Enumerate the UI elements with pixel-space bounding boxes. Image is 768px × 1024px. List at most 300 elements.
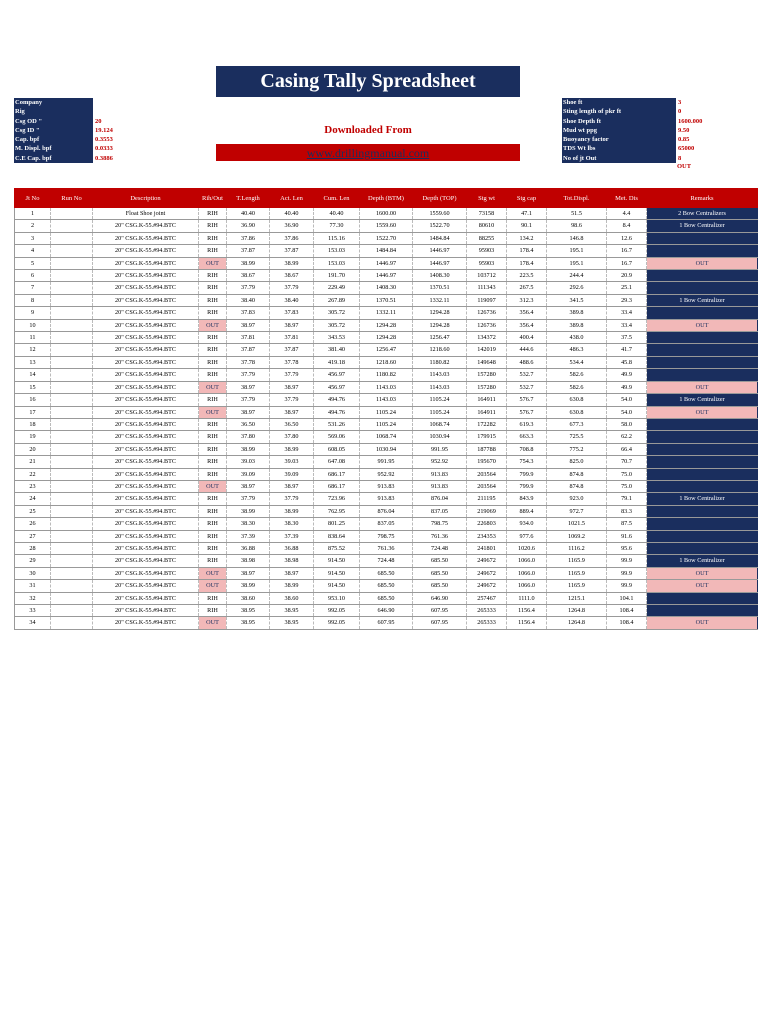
cell-t-length[interactable]: 37.87 — [227, 344, 270, 356]
cell-depth-btm[interactable]: 1408.30 — [360, 282, 413, 294]
cell-run-no[interactable] — [51, 394, 93, 406]
col-header-run-no[interactable]: Run No — [51, 189, 93, 208]
cell-remarks[interactable]: OUT — [647, 381, 758, 393]
cell-tot-displ[interactable]: 341.5 — [547, 294, 607, 306]
cell-jt-no[interactable]: 10 — [15, 319, 51, 331]
cell-jt-no[interactable]: 8 — [15, 294, 51, 306]
table-row[interactable] — [15, 344, 758, 356]
cell-stg-wt[interactable]: 119097 — [467, 294, 507, 306]
cell-stg-wt[interactable]: 265333 — [467, 605, 507, 617]
cell-run-no[interactable] — [51, 555, 93, 567]
cell-run-no[interactable] — [51, 232, 93, 244]
cell-description[interactable]: 20" CSG.K-55.#94.BTC — [93, 257, 199, 269]
cell-met-dis[interactable]: 8.4 — [607, 220, 647, 232]
info-value[interactable] — [93, 107, 95, 116]
cell-depth-btm[interactable]: 1143.03 — [360, 381, 413, 393]
col-header-remarks[interactable]: Remarks — [647, 189, 758, 208]
cell-tot-displ[interactable]: 874.8 — [547, 468, 607, 480]
cell-description[interactable]: 20" CSG.K-55.#94.BTC — [93, 555, 199, 567]
cell-met-dis[interactable]: 58.0 — [607, 418, 647, 430]
cell-tot-displ[interactable]: 1264.8 — [547, 617, 607, 629]
cell-run-no[interactable] — [51, 245, 93, 257]
cell-jt-no[interactable]: 26 — [15, 518, 51, 530]
cell-tot-displ[interactable]: 292.6 — [547, 282, 607, 294]
table-row[interactable] — [15, 394, 758, 406]
cell-depth-top[interactable]: 685.50 — [413, 580, 467, 592]
table-row[interactable] — [15, 518, 758, 530]
cell-description[interactable]: 20" CSG.K-55.#94.BTC — [93, 406, 199, 418]
cell-jt-no[interactable]: 27 — [15, 530, 51, 542]
cell-run-no[interactable] — [51, 605, 93, 617]
cell-stg-cap[interactable]: 754.3 — [507, 456, 547, 468]
cell-jt-no[interactable]: 34 — [15, 617, 51, 629]
cell-act-len[interactable]: 39.03 — [270, 456, 314, 468]
cell-act-len[interactable]: 38.99 — [270, 443, 314, 455]
cell-met-dis[interactable]: 99.9 — [607, 580, 647, 592]
cell-description[interactable]: 20" CSG.K-55.#94.BTC — [93, 245, 199, 257]
cell-stg-wt[interactable]: 134372 — [467, 332, 507, 344]
cell-depth-btm[interactable]: 1559.60 — [360, 220, 413, 232]
cell-run-no[interactable] — [51, 356, 93, 368]
cell-depth-btm[interactable]: 876.04 — [360, 505, 413, 517]
cell-t-length[interactable]: 38.60 — [227, 592, 270, 604]
cell-cum-len[interactable]: 762.95 — [314, 505, 360, 517]
table-row[interactable] — [15, 468, 758, 480]
cell-depth-btm[interactable]: 952.92 — [360, 468, 413, 480]
cell-run-no[interactable] — [51, 480, 93, 492]
cell-stg-cap[interactable]: 977.6 — [507, 530, 547, 542]
cell-t-length[interactable]: 38.99 — [227, 580, 270, 592]
cell-run-no[interactable] — [51, 580, 93, 592]
cell-stg-cap[interactable]: 312.3 — [507, 294, 547, 306]
cell-stg-wt[interactable]: 187788 — [467, 443, 507, 455]
cell-met-dis[interactable]: 54.0 — [607, 406, 647, 418]
cell-remarks[interactable]: 1 Bow Centralizer — [647, 294, 758, 306]
cell-depth-btm[interactable]: 1370.51 — [360, 294, 413, 306]
cell-cum-len[interactable]: 647.08 — [314, 456, 360, 468]
cell-remarks[interactable] — [647, 592, 758, 604]
cell-rih-out[interactable]: RIH — [199, 356, 227, 368]
cell-cum-len[interactable]: 723.96 — [314, 493, 360, 505]
cell-jt-no[interactable]: 9 — [15, 307, 51, 319]
cell-depth-btm[interactable]: 1218.60 — [360, 356, 413, 368]
cell-description[interactable]: 20" CSG.K-55.#94.BTC — [93, 270, 199, 282]
cell-stg-cap[interactable]: 178.4 — [507, 245, 547, 257]
cell-depth-btm[interactable]: 761.36 — [360, 542, 413, 554]
info-value[interactable]: 0.85 — [678, 136, 690, 144]
cell-cum-len[interactable]: 419.18 — [314, 356, 360, 368]
cell-depth-top[interactable]: 1105.24 — [413, 406, 467, 418]
cell-stg-cap[interactable]: 663.3 — [507, 431, 547, 443]
cell-jt-no[interactable]: 33 — [15, 605, 51, 617]
cell-stg-cap[interactable]: 400.4 — [507, 332, 547, 344]
cell-stg-cap[interactable]: 1066.0 — [507, 567, 547, 579]
cell-tot-displ[interactable]: 1116.2 — [547, 542, 607, 554]
cell-jt-no[interactable]: 4 — [15, 245, 51, 257]
cell-cum-len[interactable]: 801.25 — [314, 518, 360, 530]
cell-jt-no[interactable]: 25 — [15, 505, 51, 517]
cell-tot-displ[interactable]: 1165.9 — [547, 567, 607, 579]
cell-met-dis[interactable]: 4.4 — [607, 208, 647, 220]
cell-act-len[interactable]: 38.97 — [270, 381, 314, 393]
cell-stg-wt[interactable]: 95903 — [467, 245, 507, 257]
cell-cum-len[interactable]: 494.76 — [314, 406, 360, 418]
cell-depth-btm[interactable]: 1484.84 — [360, 245, 413, 257]
cell-run-no[interactable] — [51, 257, 93, 269]
cell-stg-cap[interactable]: 843.9 — [507, 493, 547, 505]
cell-act-len[interactable]: 38.60 — [270, 592, 314, 604]
cell-met-dis[interactable]: 99.9 — [607, 555, 647, 567]
cell-stg-cap[interactable]: 178.4 — [507, 257, 547, 269]
cell-run-no[interactable] — [51, 344, 93, 356]
cell-stg-cap[interactable]: 799.9 — [507, 468, 547, 480]
cell-tot-displ[interactable]: 923.0 — [547, 493, 607, 505]
cell-run-no[interactable] — [51, 307, 93, 319]
cell-act-len[interactable]: 38.30 — [270, 518, 314, 530]
table-row[interactable] — [15, 332, 758, 344]
cell-stg-cap[interactable]: 267.5 — [507, 282, 547, 294]
cell-met-dis[interactable]: 75.0 — [607, 480, 647, 492]
col-header-depth-top[interactable]: Depth (TOP) — [413, 189, 467, 208]
cell-remarks[interactable] — [647, 418, 758, 430]
cell-depth-btm[interactable]: 991.95 — [360, 456, 413, 468]
cell-cum-len[interactable]: 343.53 — [314, 332, 360, 344]
cell-stg-cap[interactable]: 1020.6 — [507, 542, 547, 554]
cell-depth-top[interactable]: 1446.97 — [413, 257, 467, 269]
cell-stg-cap[interactable]: 889.4 — [507, 505, 547, 517]
cell-depth-btm[interactable]: 1256.47 — [360, 344, 413, 356]
cell-stg-cap[interactable]: 47.1 — [507, 208, 547, 220]
cell-description[interactable]: 20" CSG.K-55.#94.BTC — [93, 319, 199, 331]
cell-description[interactable]: 20" CSG.K-55.#94.BTC — [93, 431, 199, 443]
cell-rih-out[interactable]: RIH — [199, 493, 227, 505]
cell-stg-cap[interactable]: 1156.4 — [507, 605, 547, 617]
cell-depth-top[interactable]: 685.50 — [413, 555, 467, 567]
cell-act-len[interactable]: 37.79 — [270, 369, 314, 381]
cell-remarks[interactable] — [647, 356, 758, 368]
cell-t-length[interactable]: 38.30 — [227, 518, 270, 530]
cell-cum-len[interactable]: 191.70 — [314, 270, 360, 282]
cell-description[interactable]: 20" CSG.K-55.#94.BTC — [93, 542, 199, 554]
cell-cum-len[interactable]: 115.16 — [314, 232, 360, 244]
table-row[interactable] — [15, 530, 758, 542]
cell-depth-btm[interactable]: 724.48 — [360, 555, 413, 567]
cell-t-length[interactable]: 38.97 — [227, 381, 270, 393]
cell-remarks[interactable] — [647, 270, 758, 282]
cell-met-dis[interactable]: 75.0 — [607, 468, 647, 480]
cell-depth-btm[interactable]: 646.90 — [360, 605, 413, 617]
col-header-stg-cap[interactable]: Stg cap — [507, 189, 547, 208]
cell-run-no[interactable] — [51, 567, 93, 579]
cell-met-dis[interactable]: 29.3 — [607, 294, 647, 306]
info-value[interactable]: 0.3553 — [95, 136, 113, 144]
cell-act-len[interactable]: 38.98 — [270, 555, 314, 567]
cell-stg-wt[interactable]: 103712 — [467, 270, 507, 282]
cell-jt-no[interactable]: 30 — [15, 567, 51, 579]
cell-rih-out[interactable]: RIH — [199, 208, 227, 220]
cell-depth-top[interactable]: 837.05 — [413, 505, 467, 517]
cell-t-length[interactable]: 37.81 — [227, 332, 270, 344]
cell-act-len[interactable]: 36.50 — [270, 418, 314, 430]
cell-t-length[interactable]: 37.86 — [227, 232, 270, 244]
cell-stg-wt[interactable]: 73158 — [467, 208, 507, 220]
cell-jt-no[interactable]: 15 — [15, 381, 51, 393]
cell-depth-top[interactable]: 1332.11 — [413, 294, 467, 306]
cell-tot-displ[interactable]: 389.8 — [547, 307, 607, 319]
cell-tot-displ[interactable]: 195.1 — [547, 257, 607, 269]
cell-depth-top[interactable]: 1408.30 — [413, 270, 467, 282]
cell-stg-cap[interactable]: 1066.0 — [507, 555, 547, 567]
cell-cum-len[interactable]: 686.17 — [314, 480, 360, 492]
cell-description[interactable]: 20" CSG.K-55.#94.BTC — [93, 394, 199, 406]
cell-stg-cap[interactable]: 134.2 — [507, 232, 547, 244]
cell-description[interactable]: 20" CSG.K-55.#94.BTC — [93, 381, 199, 393]
cell-stg-wt[interactable]: 249672 — [467, 567, 507, 579]
cell-stg-cap[interactable]: 488.6 — [507, 356, 547, 368]
cell-cum-len[interactable]: 381.40 — [314, 344, 360, 356]
cell-jt-no[interactable]: 17 — [15, 406, 51, 418]
cell-cum-len[interactable]: 153.03 — [314, 245, 360, 257]
cell-jt-no[interactable]: 28 — [15, 542, 51, 554]
info-value[interactable]: 8 — [678, 154, 682, 162]
col-header-met-dis[interactable]: Met. Dis — [607, 189, 647, 208]
cell-description[interactable]: 20" CSG.K-55.#94.BTC — [93, 418, 199, 430]
cell-rih-out[interactable]: RIH — [199, 530, 227, 542]
cell-rih-out[interactable]: RIH — [199, 505, 227, 517]
cell-run-no[interactable] — [51, 369, 93, 381]
info-value[interactable]: 1600.000 — [678, 117, 703, 125]
info-value[interactable]: 19.124 — [95, 126, 113, 134]
cell-cum-len[interactable]: 77.30 — [314, 220, 360, 232]
cell-act-len[interactable]: 38.97 — [270, 567, 314, 579]
cell-t-length[interactable]: 38.67 — [227, 270, 270, 282]
cell-depth-top[interactable]: 1143.03 — [413, 369, 467, 381]
cell-run-no[interactable] — [51, 332, 93, 344]
cell-remarks[interactable] — [647, 468, 758, 480]
cell-t-length[interactable]: 40.40 — [227, 208, 270, 220]
cell-stg-wt[interactable]: 265333 — [467, 617, 507, 629]
col-header-t-length[interactable]: T.Length — [227, 189, 270, 208]
cell-act-len[interactable]: 37.87 — [270, 245, 314, 257]
cell-met-dis[interactable]: 45.8 — [607, 356, 647, 368]
cell-tot-displ[interactable]: 51.5 — [547, 208, 607, 220]
cell-rih-out[interactable]: OUT — [199, 480, 227, 492]
cell-tot-displ[interactable]: 146.8 — [547, 232, 607, 244]
cell-tot-displ[interactable]: 534.4 — [547, 356, 607, 368]
cell-rih-out[interactable]: RIH — [199, 555, 227, 567]
cell-depth-top[interactable]: 798.75 — [413, 518, 467, 530]
cell-t-length[interactable]: 37.79 — [227, 493, 270, 505]
cell-stg-wt[interactable]: 126736 — [467, 319, 507, 331]
cell-remarks[interactable] — [647, 369, 758, 381]
cell-description[interactable]: 20" CSG.K-55.#94.BTC — [93, 356, 199, 368]
cell-stg-wt[interactable]: 211195 — [467, 493, 507, 505]
table-row[interactable] — [15, 555, 758, 567]
cell-t-length[interactable]: 36.50 — [227, 418, 270, 430]
cell-remarks[interactable] — [647, 443, 758, 455]
table-row[interactable] — [15, 505, 758, 517]
cell-jt-no[interactable]: 12 — [15, 344, 51, 356]
cell-depth-btm[interactable]: 1030.94 — [360, 443, 413, 455]
cell-cum-len[interactable]: 456.97 — [314, 381, 360, 393]
col-header-tot-displ[interactable]: Tot.Displ. — [547, 189, 607, 208]
cell-stg-cap[interactable]: 708.8 — [507, 443, 547, 455]
cell-remarks[interactable] — [647, 307, 758, 319]
cell-t-length[interactable]: 38.95 — [227, 617, 270, 629]
cell-stg-cap[interactable]: 576.7 — [507, 406, 547, 418]
cell-remarks[interactable] — [647, 605, 758, 617]
cell-jt-no[interactable]: 7 — [15, 282, 51, 294]
cell-rih-out[interactable]: RIH — [199, 605, 227, 617]
cell-met-dis[interactable]: 54.0 — [607, 394, 647, 406]
cell-act-len[interactable]: 37.39 — [270, 530, 314, 542]
cell-depth-btm[interactable]: 1294.28 — [360, 332, 413, 344]
info-value[interactable]: 20 — [95, 117, 102, 125]
cell-remarks[interactable] — [647, 456, 758, 468]
cell-depth-btm[interactable]: 798.75 — [360, 530, 413, 542]
cell-met-dis[interactable]: 33.4 — [607, 307, 647, 319]
cell-remarks[interactable]: OUT — [647, 617, 758, 629]
cell-tot-displ[interactable]: 630.8 — [547, 394, 607, 406]
website-link[interactable]: www.drillingmanual.com — [306, 146, 430, 160]
cell-stg-wt[interactable]: 203564 — [467, 480, 507, 492]
cell-act-len[interactable]: 40.40 — [270, 208, 314, 220]
cell-act-len[interactable]: 38.97 — [270, 480, 314, 492]
table-row[interactable] — [15, 493, 758, 505]
cell-description[interactable]: 20" CSG.K-55.#94.BTC — [93, 443, 199, 455]
cell-stg-cap[interactable]: 576.7 — [507, 394, 547, 406]
cell-run-no[interactable] — [51, 220, 93, 232]
cell-depth-top[interactable]: 1068.74 — [413, 418, 467, 430]
cell-depth-top[interactable]: 761.36 — [413, 530, 467, 542]
cell-t-length[interactable]: 37.79 — [227, 282, 270, 294]
table-row[interactable] — [15, 282, 758, 294]
cell-stg-wt[interactable]: 172282 — [467, 418, 507, 430]
cell-met-dis[interactable]: 16.7 — [607, 245, 647, 257]
cell-t-length[interactable]: 39.09 — [227, 468, 270, 480]
cell-t-length[interactable]: 38.40 — [227, 294, 270, 306]
cell-t-length[interactable]: 37.79 — [227, 394, 270, 406]
cell-description[interactable]: 20" CSG.K-55.#94.BTC — [93, 493, 199, 505]
cell-act-len[interactable]: 37.79 — [270, 394, 314, 406]
cell-run-no[interactable] — [51, 270, 93, 282]
cell-tot-displ[interactable]: 486.3 — [547, 344, 607, 356]
cell-stg-cap[interactable]: 356.4 — [507, 319, 547, 331]
cell-t-length[interactable]: 38.97 — [227, 406, 270, 418]
cell-act-len[interactable]: 37.80 — [270, 431, 314, 443]
cell-act-len[interactable]: 38.99 — [270, 505, 314, 517]
cell-stg-wt[interactable]: 241801 — [467, 542, 507, 554]
cell-cum-len[interactable]: 875.52 — [314, 542, 360, 554]
cell-stg-wt[interactable]: 257467 — [467, 592, 507, 604]
cell-tot-displ[interactable]: 775.2 — [547, 443, 607, 455]
cell-run-no[interactable] — [51, 518, 93, 530]
cell-stg-wt[interactable]: 157280 — [467, 381, 507, 393]
cell-stg-wt[interactable]: 164911 — [467, 394, 507, 406]
cell-remarks[interactable]: 1 Bow Centralizer — [647, 555, 758, 567]
cell-depth-top[interactable]: 646.90 — [413, 592, 467, 604]
table-row[interactable] — [15, 220, 758, 232]
cell-stg-wt[interactable]: 80610 — [467, 220, 507, 232]
cell-cum-len[interactable]: 992.05 — [314, 605, 360, 617]
cell-rih-out[interactable]: OUT — [199, 381, 227, 393]
cell-act-len[interactable]: 37.86 — [270, 232, 314, 244]
cell-met-dis[interactable]: 104.1 — [607, 592, 647, 604]
cell-t-length[interactable]: 38.99 — [227, 443, 270, 455]
cell-tot-displ[interactable]: 1165.9 — [547, 580, 607, 592]
cell-cum-len[interactable]: 153.03 — [314, 257, 360, 269]
cell-description[interactable]: 20" CSG.K-55.#94.BTC — [93, 605, 199, 617]
cell-run-no[interactable] — [51, 431, 93, 443]
cell-depth-top[interactable]: 876.04 — [413, 493, 467, 505]
cell-tot-displ[interactable]: 389.8 — [547, 319, 607, 331]
cell-tot-displ[interactable]: 244.4 — [547, 270, 607, 282]
cell-t-length[interactable]: 36.90 — [227, 220, 270, 232]
cell-rih-out[interactable]: RIH — [199, 307, 227, 319]
cell-tot-displ[interactable]: 725.5 — [547, 431, 607, 443]
cell-depth-btm[interactable]: 1294.28 — [360, 319, 413, 331]
cell-met-dis[interactable]: 108.4 — [607, 617, 647, 629]
table-row[interactable] — [15, 208, 758, 220]
cell-rih-out[interactable]: RIH — [199, 456, 227, 468]
cell-run-no[interactable] — [51, 406, 93, 418]
cell-remarks[interactable]: OUT — [647, 406, 758, 418]
cell-tot-displ[interactable]: 1069.2 — [547, 530, 607, 542]
cell-depth-btm[interactable]: 1446.97 — [360, 257, 413, 269]
table-row[interactable] — [15, 443, 758, 455]
cell-description[interactable]: 20" CSG.K-55.#94.BTC — [93, 232, 199, 244]
cell-run-no[interactable] — [51, 493, 93, 505]
cell-met-dis[interactable]: 41.7 — [607, 344, 647, 356]
cell-depth-top[interactable]: 913.83 — [413, 468, 467, 480]
cell-depth-btm[interactable]: 1105.24 — [360, 418, 413, 430]
cell-jt-no[interactable]: 6 — [15, 270, 51, 282]
info-value[interactable] — [93, 98, 95, 107]
cell-run-no[interactable] — [51, 456, 93, 468]
cell-met-dis[interactable]: 49.9 — [607, 381, 647, 393]
cell-depth-btm[interactable]: 1143.03 — [360, 394, 413, 406]
cell-remarks[interactable] — [647, 282, 758, 294]
cell-cum-len[interactable]: 914.50 — [314, 580, 360, 592]
cell-t-length[interactable]: 38.99 — [227, 257, 270, 269]
cell-depth-btm[interactable]: 1068.74 — [360, 431, 413, 443]
cell-cum-len[interactable]: 305.72 — [314, 319, 360, 331]
table-row[interactable] — [15, 232, 758, 244]
cell-act-len[interactable]: 37.83 — [270, 307, 314, 319]
cell-remarks[interactable] — [647, 245, 758, 257]
cell-stg-cap[interactable]: 90.1 — [507, 220, 547, 232]
cell-rih-out[interactable]: RIH — [199, 394, 227, 406]
cell-depth-btm[interactable]: 1180.82 — [360, 369, 413, 381]
cell-cum-len[interactable]: 914.50 — [314, 555, 360, 567]
cell-stg-wt[interactable]: 179915 — [467, 431, 507, 443]
cell-t-length[interactable]: 38.97 — [227, 480, 270, 492]
col-header-rih-out[interactable]: Rih/Out — [199, 189, 227, 208]
cell-met-dis[interactable]: 108.4 — [607, 605, 647, 617]
cell-t-length[interactable]: 38.97 — [227, 319, 270, 331]
cell-tot-displ[interactable]: 874.8 — [547, 480, 607, 492]
table-row[interactable] — [15, 542, 758, 554]
cell-rih-out[interactable]: RIH — [199, 344, 227, 356]
cell-depth-top[interactable]: 1105.24 — [413, 394, 467, 406]
cell-stg-cap[interactable]: 356.4 — [507, 307, 547, 319]
cell-remarks[interactable]: OUT — [647, 580, 758, 592]
cell-stg-wt[interactable]: 95903 — [467, 257, 507, 269]
table-row[interactable] — [15, 294, 758, 306]
cell-cum-len[interactable]: 40.40 — [314, 208, 360, 220]
info-value[interactable]: 0 — [678, 108, 682, 116]
table-row[interactable] — [15, 406, 758, 418]
